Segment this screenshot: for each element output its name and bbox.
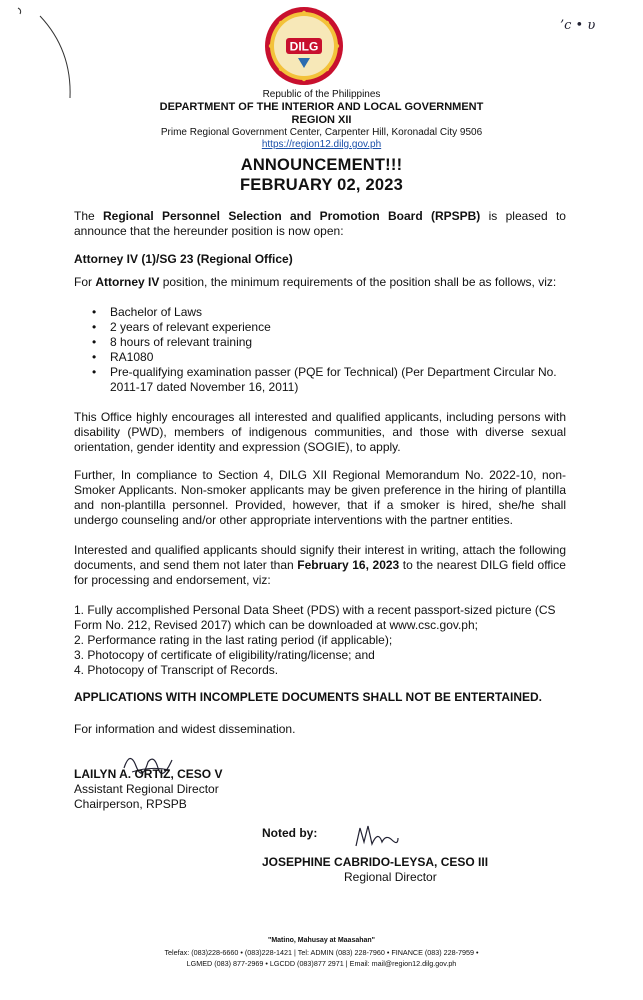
list-item: 4. Photocopy of Transcript of Records.: [74, 663, 279, 677]
margin-marks: ’с • υ: [560, 18, 596, 33]
website-link[interactable]: https://region12.dilg.gov.ph: [261, 139, 382, 150]
position-title: Attorney IV (1)/SG 23 (Regional Office): [74, 252, 293, 266]
footer-motto: "Matino, Mahusay at Maasahan": [268, 937, 375, 944]
dissemination-line: For information and widest dissemination.: [74, 722, 296, 736]
footer-contacts: Telefax: (083)228-6660 • (083)228-1421 | Tel: ADMIN (083) 228-7960 • FINANCE (083) 228-7959 •: [164, 948, 479, 957]
list-item: • 8 hours of relevant training: [92, 335, 566, 350]
dilg-seal-logo: [264, 6, 344, 86]
documents-list: [74, 603, 566, 678]
republic-line: Republic of the Philippines: [262, 89, 381, 100]
inclusion-paragraph: This Office highly encourages all interested and qualified applicants, including persons with disability (PWD), members of indigenous communities, and those with diverse sexual orientation, gender identity and expression (SOGIE), to apply.: [74, 410, 566, 454]
footer-email: LGMED (083) 877-2969 • LGCDD (083)877 2971 | Email: mail@region12.dilg.gov.ph: [186, 959, 457, 968]
list-item: 1. Fully accomplished Personal Data Sheet (PDS) with a recent passport-sized picture (CS Form No. 212, Revised 2017) which can be downloaded at www.csc.gov.ph;: [74, 603, 556, 632]
list-item: 3. Photocopy of certificate of eligibility/rating/license; and: [74, 648, 375, 662]
region-name: REGION XII: [291, 114, 352, 126]
signatory-name: LAILYN A. ORTIZ, CESO V: [74, 767, 223, 781]
handwritten-signature: [352, 820, 402, 852]
deadline-date: February 16, 2023: [297, 558, 400, 572]
incomplete-warning: APPLICATIONS WITH INCOMPLETE DOCUMENTS SHALL NOT BE ENTERTAINED.: [74, 690, 542, 704]
director-title: Regional Director: [344, 870, 437, 884]
list-item: • Bachelor of Laws: [92, 305, 566, 320]
non-smoker-paragraph: Further, In compliance to Section 4, DILG XII Regional Memorandum No. 2022-10, non-Smoker Applicants. Non-smoker applicants may be given preference in the hiring of plantilla and non-plantilla personnel. Provided, however, that if a smoker is hired, she/he shall undergo counseling and/or other appropriate interventions with the partner entities.: [74, 468, 566, 527]
board-name: Regional Personnel Selection and Promotion Board (RPSPB): [103, 209, 481, 223]
announcement-date: FEBRUARY 02, 2023: [240, 176, 403, 194]
list-item: • Pre-qualifying examination passer (PQE for Technical) (Per Department Circular No. 2011-17 dated November 16, 2011): [92, 365, 566, 395]
announcement-title: ANNOUNCEMENT!!!: [240, 156, 403, 174]
list-item: • 2 years of relevant experience: [92, 320, 566, 335]
list-item: 2. Performance rating in the last rating period (if applicable);: [74, 633, 393, 647]
intro-paragraph: The Regional Personnel Selection and Promotion Board (RPSPB) is pleased to announce that the hereunder position is now open:: [74, 209, 566, 238]
requirements-list: [92, 305, 566, 395]
requirements-intro: For Attorney IV position, the minimum requirements of the position shall be as follows, viz:: [74, 275, 557, 289]
list-item: • RA1080: [92, 350, 566, 365]
director-name: JOSEPHINE CABRIDO-LEYSA, CESO III: [262, 855, 489, 869]
department-name: DEPARTMENT OF THE INTERIOR AND LOCAL GOVERNMENT: [159, 101, 484, 113]
signatory-title: Assistant Regional Director: [74, 782, 219, 796]
submission-paragraph: Interested and qualified applicants should signify their interest in writing, attach the following documents, and send them not later than February 16, 2023 to the nearest DILG field office for processing and endorsement, viz:: [74, 543, 566, 587]
signatory-role: Chairperson, RPSPB: [74, 797, 187, 811]
noted-by-label: Noted by:: [262, 826, 318, 840]
office-address: Prime Regional Government Center, Carpenter Hill, Koronadal City 9506: [160, 127, 483, 138]
svg-text:DILG: DILG: [289, 39, 319, 54]
